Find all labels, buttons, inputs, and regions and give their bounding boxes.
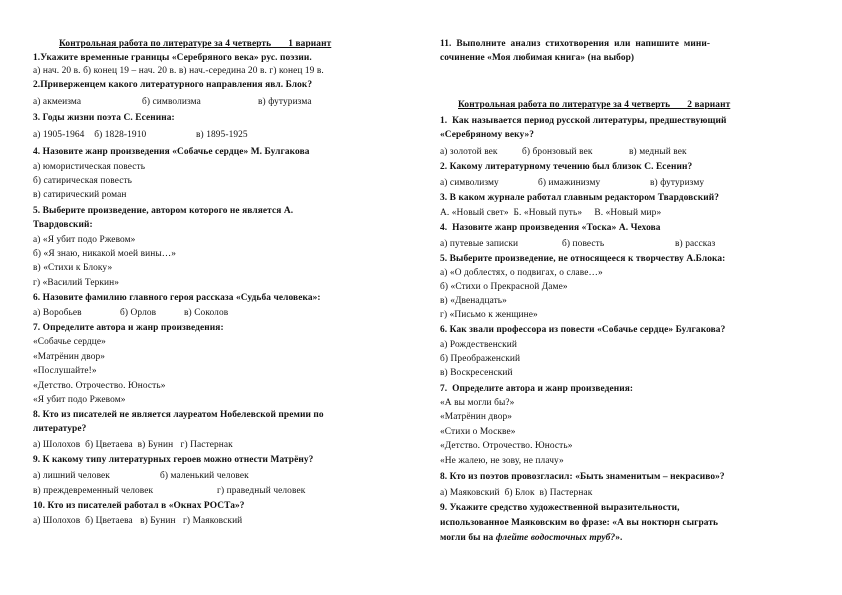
- v1-q3-text: 3. Годы жизни поэта С. Есенина:: [33, 113, 175, 123]
- v1-q4-option-c: в) сатирический роман: [33, 190, 127, 200]
- v1-q6-option-b: б) Орлов: [120, 308, 157, 318]
- v1-q1-text: 1.Укажите временные границы «Серебряного века» рус. поэзии.: [33, 53, 312, 63]
- v1-q2-option-a: а) акмеизма: [33, 97, 82, 107]
- v1-q2-option-b: б) символизма: [142, 97, 201, 107]
- v1-q4-option-b: б) сатирическая повесть: [33, 176, 133, 186]
- v2-q9-text-cont: использованное Маяковским во фразе: «А вы ноктюрн сыграть: [440, 518, 719, 528]
- v2-q2-text: 2. Какому литературному течению был близок С. Есенин?: [440, 162, 693, 172]
- v2-q5-option-b: б) «Стихи о Прекрасной Даме»: [440, 282, 568, 292]
- v1-q1-options: а) нач. 20 в. б) конец 19 – нач. 20 в. в) нач.-середина 20 в. г) конец 19 в.: [33, 66, 324, 76]
- v2-q6-text: 6. Как звали профессора из повести «Собачье сердце» Булгакова?: [440, 325, 726, 335]
- v1-q5-option-d: г) «Василий Теркин»: [33, 278, 120, 288]
- v2-q9-quote-italic: флейте водосточных труб?: [495, 533, 616, 543]
- v2-q1-option-b: б) бронзовый век: [522, 147, 593, 157]
- v2-q6-option-a: а) Рождественский: [440, 340, 517, 350]
- v2-q7-item: «Не жалею, не зову, не плачу»: [440, 456, 564, 466]
- v1-q6-option-c: в) Соколов: [184, 308, 229, 318]
- v1-q3-options-ab: а) 1905-1964 б) 1828-1910: [33, 130, 147, 140]
- v1-q6-option-a: а) Воробьев: [33, 308, 82, 318]
- v2-q8-text: 8. Кто из поэтов провозгласил: «Быть знаменитым – некрасиво»?: [440, 472, 725, 482]
- v1-q10-text: 10. Кто из писателей работал в «Окнах РОСТа»?: [33, 501, 245, 511]
- v1-q6-text: 6. Назовите фамилию главного героя рассказа «Судьба человека»:: [33, 293, 321, 303]
- v1-q9-option-d: г) праведный человек: [217, 486, 306, 496]
- v1-q7-item: «Я убит подо Ржевом»: [33, 395, 126, 405]
- v2-q2-option-a: а) символизму: [440, 178, 499, 188]
- v2-q6-option-b: б) Преображенский: [440, 354, 521, 364]
- v1-q5-option-a: а) «Я убит подо Ржевом»: [33, 235, 136, 245]
- v2-q2-option-b: б) имажинизму: [538, 178, 601, 188]
- v1-q5-option-c: в) «Стихи к Блоку»: [33, 263, 113, 273]
- v1-q10-options: а) Шолохов б) Цветаева в) Бунин г) Маяковский: [33, 516, 243, 526]
- v1-q9-text: 9. К какому типу литературных героев можно отнести Матрёну?: [33, 455, 314, 465]
- v2-q7-item: «Матрёнин двор»: [440, 412, 513, 422]
- v1-q4-text: 4. Назовите жанр произведения «Собачье сердце» М. Булгакова: [33, 147, 310, 157]
- v2-q6-option-c: в) Воскресенский: [440, 368, 513, 378]
- v1-q5-option-b: б) «Я знаю, никакой моей вины…»: [33, 249, 177, 259]
- v1-q7-item: «Детство. Отрочество. Юность»: [33, 381, 166, 391]
- v2-q7-item: «А вы могли бы?»: [440, 398, 515, 408]
- v2-q4-option-b: б) повесть: [562, 239, 605, 249]
- v2-q7-text: 7. Определите автора и жанр произведения:: [440, 384, 634, 394]
- v2-q7-item: «Детство. Отрочество. Юность»: [440, 441, 573, 451]
- v1-q9-option-a: а) лишний человек: [33, 471, 110, 481]
- v1-q8-text-cont: литературе?: [33, 424, 87, 434]
- v2-q9-text: 9. Укажите средство художественной выразительности,: [440, 503, 680, 513]
- v1-q2-text: 2.Приверженцем какого литературного направления явл. Блок?: [33, 80, 313, 90]
- v1-q8-text: 8. Кто из писателей не является лауреатом Нобелевской премии по: [33, 410, 324, 420]
- v1-q7-item: «Послушайте!»: [33, 366, 97, 376]
- v1-q11-text: 11. Выполните анализ стихотворения или напишите мини-: [440, 39, 711, 49]
- v1-q5-text: 5. Выберите произведение, автором которого не является А.: [33, 206, 294, 216]
- v2-q5-option-a: а) «О доблестях, о подвигах, о славе…»: [440, 268, 603, 278]
- v2-q1-text: 1. Как называется период русской литературы, предшествующий: [440, 116, 727, 126]
- v1-q7-item: «Матрёнин двор»: [33, 352, 106, 362]
- v1-q7-item: «Собачье сердце»: [33, 337, 106, 347]
- v2-q4-text: 4. Назовите жанр произведения «Тоска» А. Чехова: [440, 223, 661, 233]
- v2-q1-text-cont: «Серебряному веку»?: [440, 130, 535, 140]
- v1-q9-option-b: б) маленький человек: [160, 471, 249, 481]
- v1-q5-text-cont: Твардовский:: [33, 220, 93, 230]
- variant-2-title: Контрольная работа по литературе за 4 четверть 2 вариант: [458, 100, 731, 110]
- v1-q4-option-a: а) юмористическая повесть: [33, 162, 146, 172]
- v2-q5-option-d: г) «Письмо к женщине»: [440, 310, 538, 320]
- v1-q7-text: 7. Определите автора и жанр произведения:: [33, 323, 224, 333]
- v2-q3-text: 3. В каком журнале работал главным редактором Твардовский?: [440, 193, 719, 203]
- v2-q9-text-last-c: ».: [615, 533, 623, 543]
- v2-q3-options: А. «Новый свет» Б. «Новый путь» В. «Новый мир»: [440, 208, 662, 218]
- variant-1-title: Контрольная работа по литературе за 4 четверть 1 вариант: [59, 39, 332, 49]
- v2-q9-text-last-a: могли бы на: [440, 533, 496, 543]
- v1-q9-option-c: в) преждевременный человек: [33, 486, 154, 496]
- v1-q11-text-cont: сочинение «Моя любимая книга» (на выбор): [440, 53, 635, 63]
- v1-q2-option-c: в) футуризма: [258, 97, 312, 107]
- v1-q3-option-c: в) 1895-1925: [196, 130, 248, 140]
- v2-q4-option-a: а) путевые записки: [440, 239, 519, 249]
- v2-q1-option-a: а) золотой век: [440, 147, 498, 157]
- v2-q5-option-c: в) «Двенадцать»: [440, 296, 507, 306]
- v2-q1-option-c: в) медный век: [629, 147, 687, 157]
- v2-q8-options: а) Маяковский б) Блок в) Пастернак: [440, 488, 593, 498]
- v2-q5-text: 5. Выберите произведение, не относящееся к творчеству А.Блока:: [440, 254, 726, 264]
- v2-q2-option-c: в) футуризму: [650, 178, 705, 188]
- v2-q9-text-last: [440, 533, 622, 544]
- v1-q8-options: а) Шолохов б) Цветаева в) Бунин г) Пастернак: [33, 440, 233, 450]
- v2-q7-item: «Стихи о Москве»: [440, 427, 516, 437]
- v2-q4-option-c: в) рассказ: [675, 239, 716, 249]
